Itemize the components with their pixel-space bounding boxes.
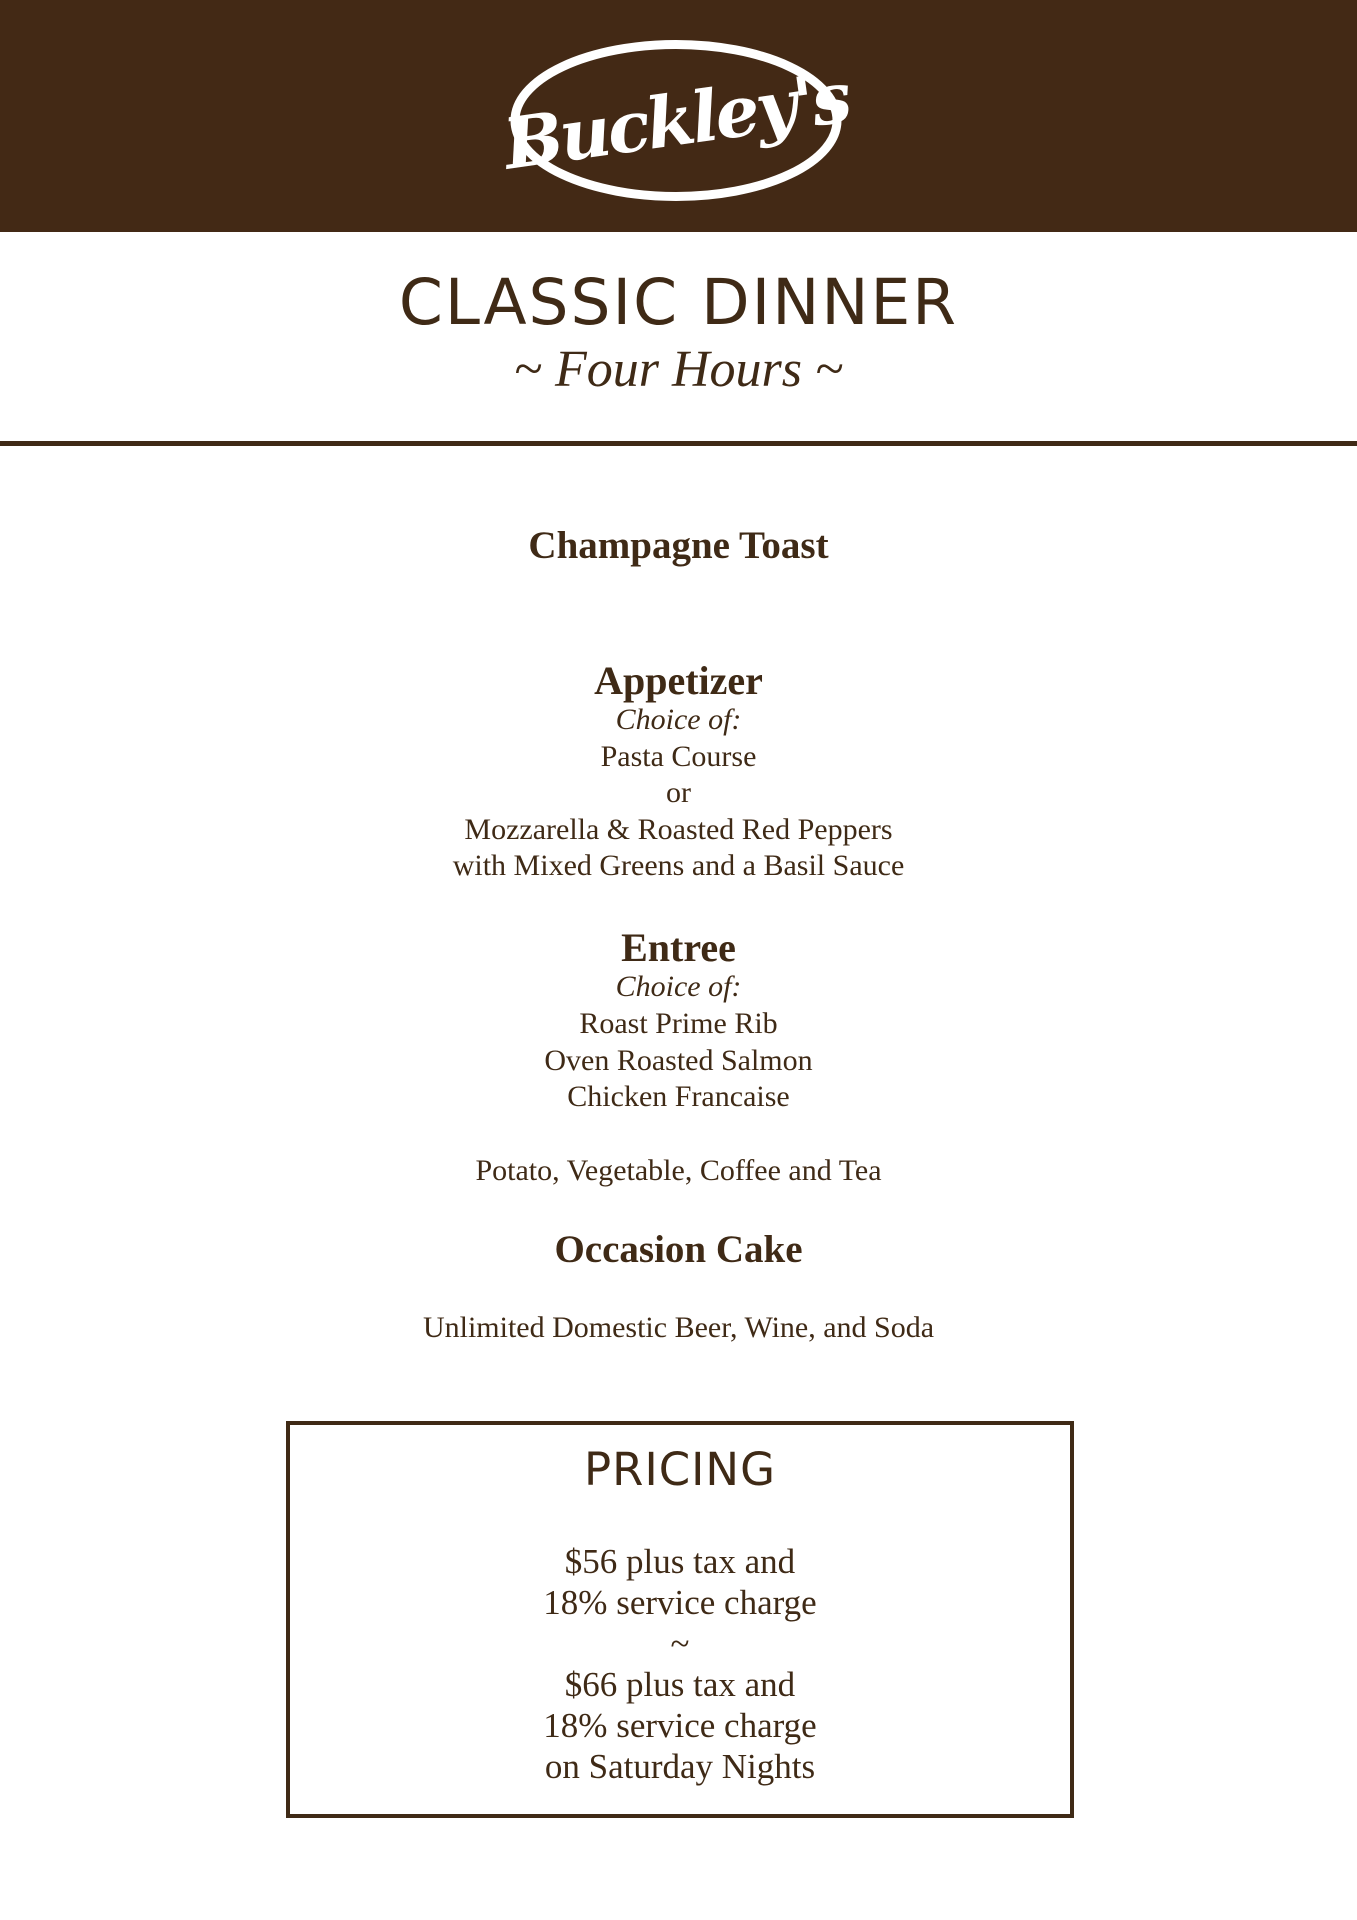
pricing-line: 18% service charge: [543, 1583, 817, 1622]
entree-heading: Entree: [621, 925, 736, 970]
buckleys-logo: [498, 37, 854, 204]
header-divider: [0, 441, 1357, 446]
entree-item: Oven Roasted Salmon: [544, 1044, 813, 1077]
entree-item: Chicken Francaise: [567, 1080, 790, 1113]
pricing-title: PRICING: [584, 1443, 776, 1496]
dessert-heading: Occasion Cake: [554, 1228, 803, 1271]
entree-sides: Potato, Vegetable, Coffee and Tea: [475, 1154, 882, 1187]
header-band: [0, 0, 1357, 232]
pricing-line: $56 plus tax and: [564, 1542, 796, 1581]
appetizer-item: or: [666, 776, 691, 809]
entree-item: Roast Prime Rib: [579, 1007, 778, 1040]
entree-choice-label: Choice of:: [615, 970, 742, 1003]
appetizer-choice-label: Choice of:: [615, 703, 742, 736]
pricing-box: [286, 1421, 1074, 1818]
page-title: CLASSIC DINNER: [398, 266, 959, 339]
pricing-line: 18% service charge: [543, 1706, 817, 1745]
logo-wordmark: Buckley's: [498, 55, 854, 186]
champagne-toast-heading: Champagne Toast: [528, 524, 829, 567]
appetizer-item: with Mixed Greens and a Basil Sauce: [452, 849, 905, 882]
pricing-line: $66 plus tax and: [564, 1665, 796, 1704]
page-subtitle: ~ Four Hours ~: [513, 341, 844, 398]
pricing-separator: ~: [670, 1624, 690, 1663]
appetizer-item: Mozzarella & Roasted Red Peppers: [464, 813, 893, 846]
beverages-line: Unlimited Domestic Beer, Wine, and Soda: [422, 1311, 935, 1344]
pricing-line: on Saturday Nights: [544, 1747, 816, 1786]
appetizer-heading: Appetizer: [594, 658, 763, 703]
appetizer-item: Pasta Course: [600, 740, 757, 773]
